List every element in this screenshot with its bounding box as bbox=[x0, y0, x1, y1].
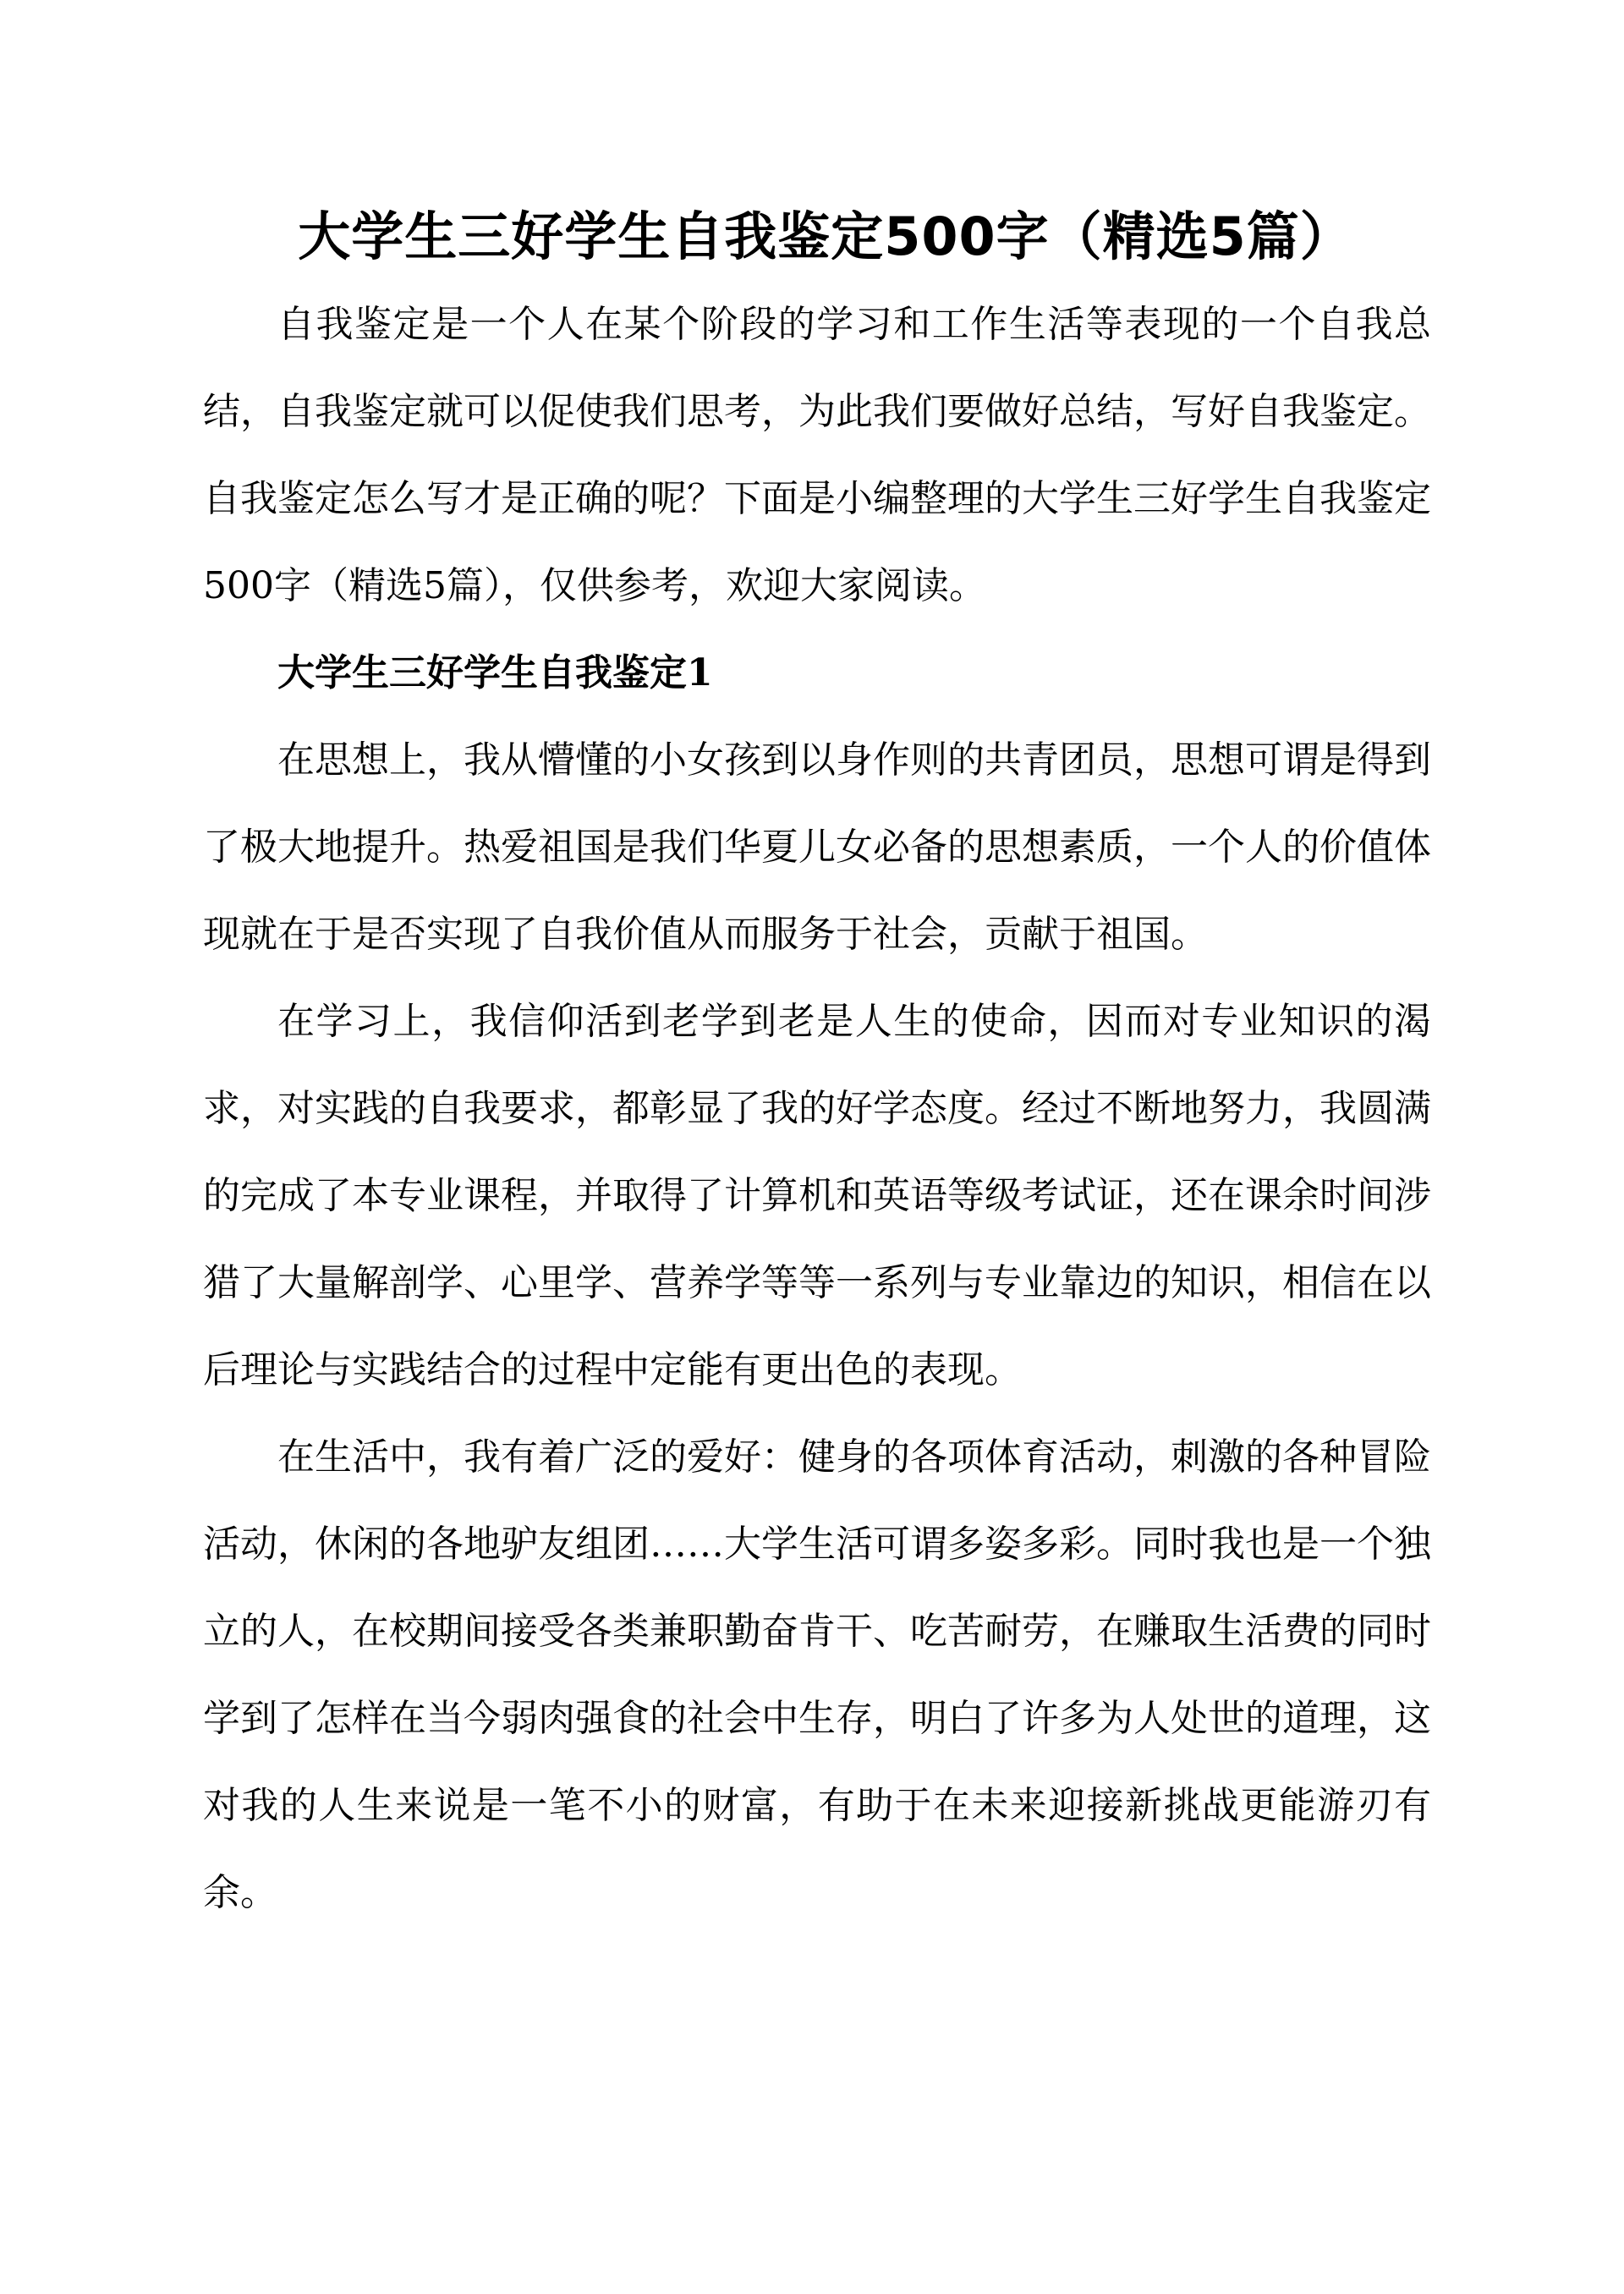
intro-paragraph: 自我鉴定是一个人在某个阶段的学习和工作生活等表现的一个自我总结，自我鉴定就可以促使我们思考，为此我们要做好总结，写好自我鉴定。自我鉴定怎么写才是正确的呢？下面是小编整理的大学生三好学生自我鉴定500字（精选5篇），仅供参考，欢迎大家阅读。 bbox=[203, 303, 1431, 607]
body-paragraph-thought: 在思想上，我从懵懂的小女孩到以身作则的共青团员，思想可谓是得到了极大地提升。热爱祖国是我们华夏儿女必备的思想素质，一个人的价值体现就在于是否实现了自我价值从而服务于社会，贡献于祖国。 bbox=[203, 738, 1431, 956]
body-paragraph-life: 在生活中，我有着广泛的爱好：健身的各项体育活动，刺激的各种冒险活动，休闲的各地驴友组团……大学生活可谓多姿多彩。同时我也是一个独立的人，在校期间接受各类兼职勤奋肯干、吃苦耐劳，在赚取生活费的同时学到了怎样在当今弱肉强食的社会中生存，明白了许多为人处世的道理，这对我的人生来说是一笔不小的财富，有助于在未来迎接新挑战更能游刃有余。 bbox=[203, 1435, 1431, 1914]
document-title: 大学生三好学生自我鉴定500字（精选5篇） bbox=[298, 206, 1353, 267]
document-body bbox=[203, 195, 1431, 1936]
section-heading: 大学生三好学生自我鉴定1 bbox=[277, 651, 713, 694]
body-paragraph-study: 在学习上，我信仰活到老学到老是人生的使命，因而对专业知识的渴求，对实践的自我要求，都彰显了我的好学态度。经过不断地努力，我圆满的完成了本专业课程，并取得了计算机和英语等级考试证，还在课余时间涉猎了大量解剖学、心里学、营养学等等一系列与专业靠边的知识，相信在以后理论与实践结合的过程中定能有更出色的表现。 bbox=[203, 1000, 1431, 1391]
